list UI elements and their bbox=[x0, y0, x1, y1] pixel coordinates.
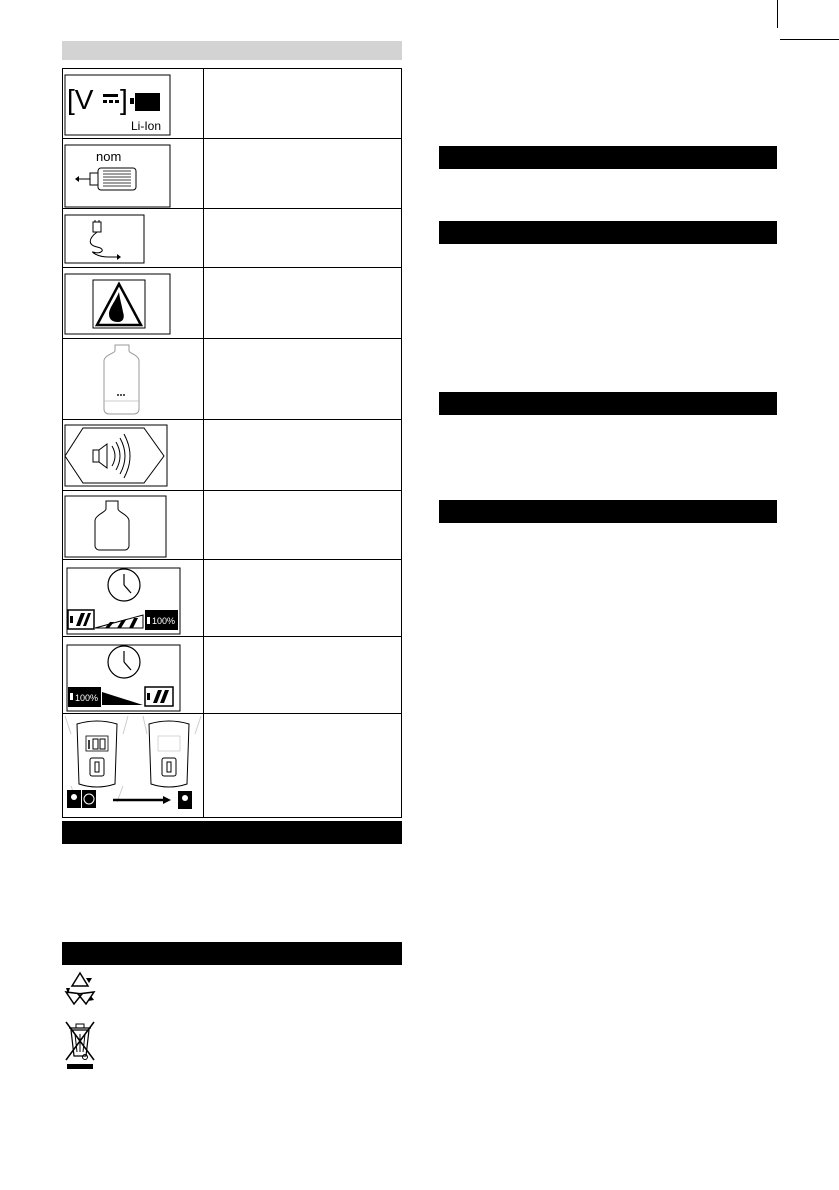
table-row bbox=[63, 268, 402, 339]
indicator-light-icon bbox=[63, 714, 203, 817]
section-header-bar bbox=[62, 821, 402, 844]
charge-full-label: 100% bbox=[152, 616, 176, 626]
svg-text:[V: [V bbox=[67, 84, 94, 115]
section-header-bar bbox=[62, 942, 402, 965]
table-row bbox=[63, 560, 402, 637]
runtime-full-label: 100% bbox=[75, 693, 99, 703]
table-row bbox=[63, 339, 402, 420]
li-ion-label: Li-Ion bbox=[131, 119, 162, 133]
table-row bbox=[63, 69, 402, 139]
table-row bbox=[63, 420, 402, 491]
crop-mark-top bbox=[777, 0, 778, 28]
section-header-bar bbox=[439, 392, 777, 415]
crop-mark-right bbox=[780, 39, 839, 40]
battery-voltage-li-ion-icon bbox=[63, 69, 203, 138]
table-row bbox=[63, 139, 402, 209]
warning-oil-drop-icon bbox=[63, 268, 203, 338]
rated-power-motor-icon bbox=[63, 139, 203, 208]
section-header-bar bbox=[439, 221, 777, 244]
crossed-out-wheelie-bin-icon bbox=[63, 1018, 97, 1070]
table-row bbox=[63, 491, 402, 560]
battery-pack-icon bbox=[63, 339, 203, 419]
table-row bbox=[63, 714, 402, 818]
weight-icon bbox=[63, 491, 203, 559]
nom-label: nom bbox=[96, 149, 122, 164]
section-header-gray bbox=[62, 41, 402, 60]
charging-time-icon bbox=[63, 560, 203, 636]
recycling-icon bbox=[62, 970, 98, 1006]
svg-text:]: ] bbox=[120, 84, 128, 115]
section-header-bar bbox=[439, 500, 777, 523]
table-row bbox=[63, 637, 402, 714]
table-row bbox=[63, 209, 402, 268]
section-header-bar bbox=[439, 146, 777, 169]
charger-icon bbox=[63, 209, 203, 267]
symbol-table bbox=[62, 68, 402, 818]
runtime-icon bbox=[63, 637, 203, 713]
sound-level-icon bbox=[63, 420, 203, 490]
